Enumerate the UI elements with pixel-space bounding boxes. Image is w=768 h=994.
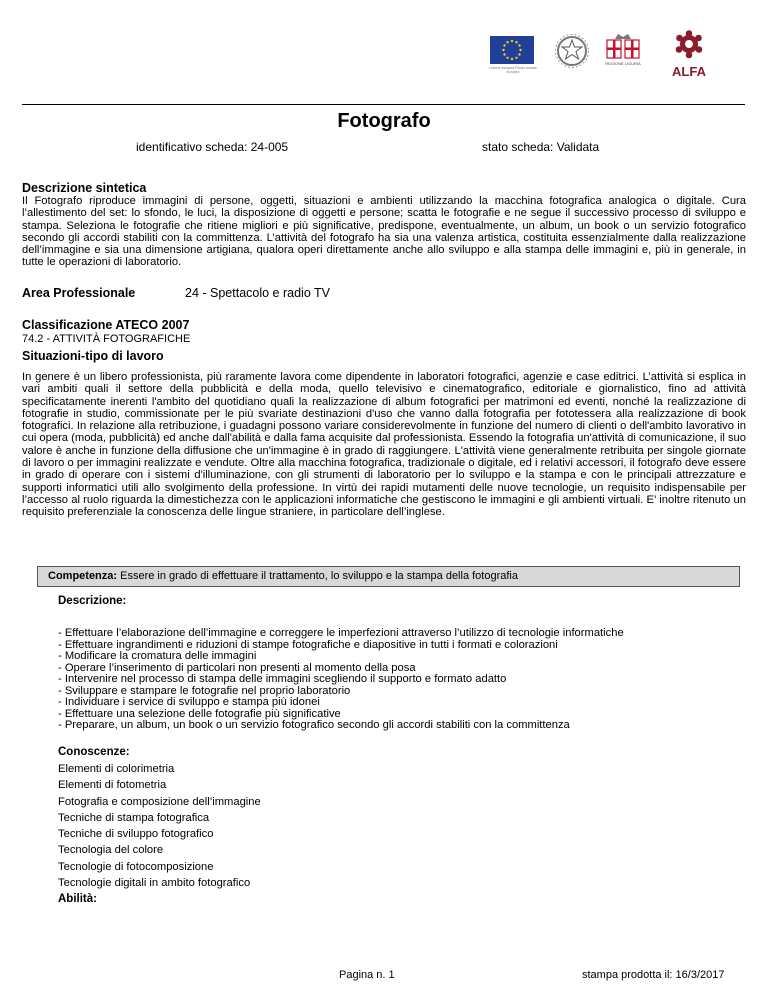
eu-caption: Unione europea Fondo sociale europeo (489, 66, 537, 74)
regione-liguria-logo (605, 32, 641, 60)
descrizione-label: Descrizione: (58, 595, 127, 607)
list-item: Tecnologie di fotocomposizione (58, 860, 214, 873)
scheda-id: identificativo scheda: 24-005 (136, 140, 289, 154)
list-item: Tecnologia del colore (58, 844, 164, 857)
competenza-label: Competenza: (48, 570, 118, 582)
list-item: - Sviluppare e stampare le fotografie nel proprio laboratorio (58, 684, 351, 697)
ateco-value: 74.2 - ATTIVITÀ FOTOGRAFICHE (22, 333, 191, 345)
page-title: Fotografo (337, 110, 431, 132)
list-item: Fotografia e composizione dell’immagine (58, 795, 261, 808)
area-professionale-value: 24 - Spettacolo e radio TV (185, 286, 330, 300)
list-item: Tecnologie digitali in ambito fotografico (58, 877, 251, 890)
descrizione-list (58, 628, 748, 732)
list-item: - Modificare la cromatura delle immagini (58, 650, 257, 662)
descrizione-sintetica-heading: Descrizione sintetica (22, 181, 147, 195)
header-logos (490, 30, 740, 80)
list-item: Elementi di fotometria (58, 779, 167, 792)
list-item: Tecniche di stampa fotografica (58, 811, 210, 824)
situazioni-text: In genere è un libero professionista, più raramente lavora come dipendente in laboratori fotografici, agenzie e case editrici. L’attività si esplica in vari ambiti quali il settore della pubblicità e della moda, quello televisivo e cinematografico, editoriale e giornalistico, fino ad attività specificatamente inerenti l'ambito del quotidiano quali la realizzazione di album fotografici per matrimoni ed eventi, nonché la realizzazione di fotografie in studio, commissionate per le più svariate destinazioni d'uso che vanno dalla fotografia per fototessera alla realizzazione di book fotografici. In relazione alla retribuzione, i guadagni possono variare considerevolmente in funzione del numero di clienti o dell'ambito lavorativo in cui opera (moda, pubblicità) ed anche dall'abilità e dalla fama acquisite dal professionista. Essendo la fotografia un'attività di comunicazione, il suo valore è anche in funzione della diffusione che un'immagine è in grado di raggiungere. L'attività viene generalmente retribuita per singole giornate di lavoro o per immagini realizzate e vendute. Oltre alla macchina fotografica, tradizionale o digitale, ed i relativi accessori, il fotografo deve essere in grado di operare con i sistemi d'illuminazione, con gli strumenti di laboratorio per lo sviluppo e la stampa e con le principali attrezzature e supporti informatici utili allo svolgimento della professione. In virtù dei rapidi mutamenti delle nuove tecnologie, un requisito indispensabile per l’accesso al ruolo riguarda la dimestichezza con le applicazioni informatiche che gestiscono le immagini e gli ambienti virtuali. E’ inoltre ritenuto un requisito preferenziale la conoscenza delle lingue straniere, in particolare dell’inglese. (22, 371, 746, 519)
print-date: stampa prodotta il: 16/3/2017 (582, 969, 725, 981)
alfa-logo-text: ALFA (672, 64, 706, 79)
ateco-heading: Classificazione ATECO 2007 (22, 318, 190, 332)
eu-flag-logo (490, 36, 534, 64)
list-item: Elementi di colorimetria (58, 763, 175, 775)
list-item: - Effettuare una selezione delle fotografie più significative (58, 707, 341, 720)
abilita-label: Abilità: (58, 893, 97, 905)
competenza-box (37, 566, 740, 587)
conoscenze-label: Conoscenze: (58, 746, 130, 758)
list-item: - Operare l’inserimento di particolari non presenti al momento della posa (58, 661, 416, 674)
conoscenze-list (58, 761, 261, 891)
scheda-status: stato scheda: Validata (482, 140, 600, 154)
header-rule (22, 104, 745, 105)
situazioni-heading: Situazioni-tipo di lavoro (22, 349, 164, 363)
liguria-caption: REGIONE LIGURIA (605, 61, 641, 66)
list-item: - Effettuare ingrandimenti e riduzioni di stampe fotografiche e diapositive in tutti i formati e colorazioni (58, 638, 558, 651)
alfa-logo (665, 30, 713, 84)
list-item: - Intervenire nel processo di stampa delle immagini scegliendo il supporto e formato adatto (58, 673, 507, 685)
italian-emblem-logo (555, 32, 589, 70)
list-item: Tecniche di sviluppo fotografico (58, 828, 214, 841)
list-item: - Effettuare l’elaborazione dell’immagine e correggere le imperfezioni attraverso l’utilizzo di tecnologie informatiche (58, 627, 624, 639)
area-professionale-label: Area Professionale (22, 286, 136, 300)
page-number: Pagina n. 1 (339, 969, 395, 981)
competenza-value: Essere in grado di effettuare il trattamento, lo sviluppo e la stampa della fotografia (120, 570, 518, 582)
descrizione-sintetica-text: Il Fotografo riproduce immagini di persone, oggetti, situazioni e ambienti utilizzando la macchina fotografica analogica o digitale. Cura l’allestimento del set: lo sfondo, le luci, la disposizione di oggetti e persone; scatta le fotografie e ne segue il successivo processo di sviluppo e stampa. Seleziona le fotografie che ritiene migliori e più significative, predispone, eventualmente, un album, un book o un servizio fotografico secondo gli accordi stabiliti con la committenza. L’attività del fotografo ha sia una valenza artistica, costituita essenzialmente dalla realizzazione dell’immagine e sia una dimensione artigiana, qualora operi direttamente anche allo sviluppo e alla stampa delle immagini e, più in generale, in tutte le operazioni di laboratorio. (22, 195, 746, 269)
list-item: - Individuare i service di sviluppo e stampa più idonei (58, 696, 320, 708)
list-item: - Preparare, un album, un book o un servizio fotografico secondo gli accordi stabiliti con la committenza (58, 719, 570, 731)
